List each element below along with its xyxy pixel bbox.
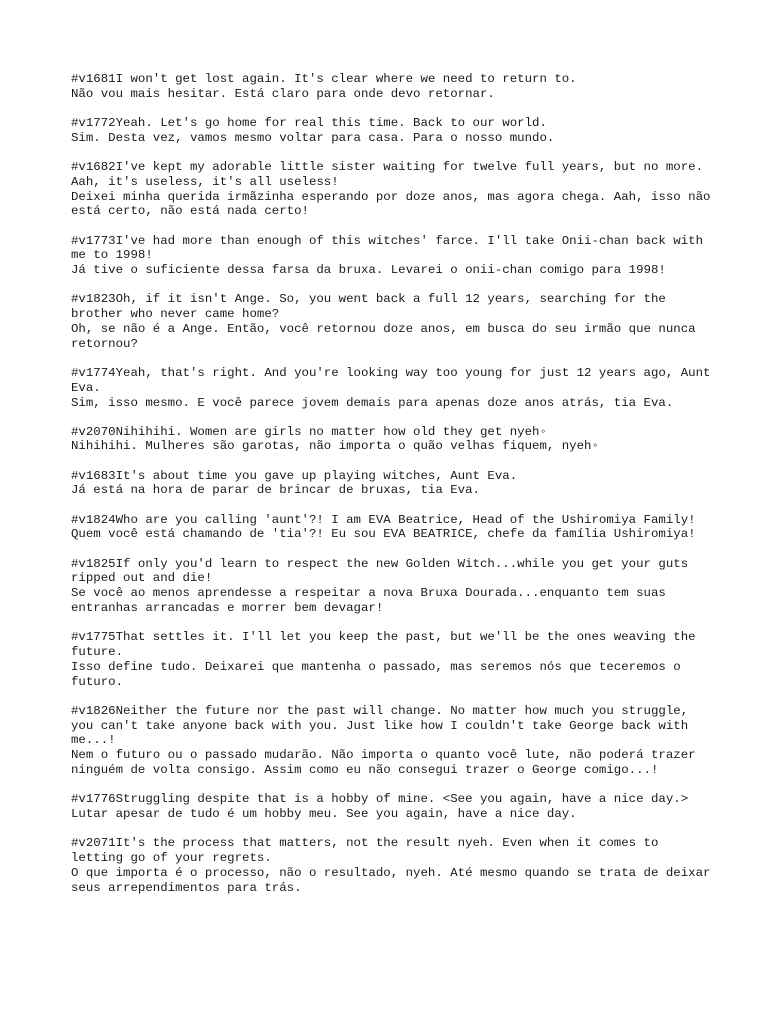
portuguese-line: Deixei minha querida irmãzinha esperando por doze anos, mas agora chega. Aah, isso não está certo, não está nada certo!	[71, 189, 718, 219]
dialogue-entry	[71, 234, 711, 278]
dialogue-entry	[71, 72, 711, 102]
portuguese-line: Nem o futuro ou o passado mudarão. Não importa o quanto você lute, não poderá trazer ninguém de volta consigo. Assim como eu não consegui trazer o George comigo...!	[71, 748, 704, 777]
portuguese-line: Oh, se não é a Ange. Então, você retornou doze anos, em busca do seu irmão que nunca retornou?	[71, 321, 704, 351]
english-line: #v1823Oh, if it isn't Ange. So, you went back a full 12 years, searching for the brother who never came home?	[71, 292, 674, 322]
english-line: #v1682I've kept my adorable little sister waiting for twelve full years, but no more. Aah, it's useless, it's all useless!	[71, 159, 711, 189]
portuguese-line: Se você ao menos aprendesse a respeitar a nova Bruxa Dourada...enquanto tem suas entranhas arrancadas e morrer bem devagar!	[71, 586, 674, 616]
portuguese-line: Isso define tudo. Deixarei que mantenha o passado, mas seremos nós que teceremos o futuro.	[71, 659, 689, 689]
english-line: #v2071It's the process that matters, not the result nyeh. Even when it comes to letting go of your regrets.	[71, 836, 666, 865]
english-line: #v1776Struggling despite that is a hobby of mine. <See you again, have a nice day.>	[71, 792, 689, 807]
dialogue-entry	[71, 557, 711, 616]
portuguese-line: Não vou mais hesitar. Está claro para onde devo retornar.	[71, 86, 495, 101]
dialogue-entry	[71, 469, 711, 499]
english-line: #v1774Yeah, that's right. And you're looking way too young for just 12 years ago, Aunt Eva.	[71, 365, 718, 395]
english-line: #v1824Who are you calling 'aunt'?! I am EVA Beatrice, Head of the Ushiromiya Family!	[71, 512, 696, 527]
portuguese-line: Já tive o suficiente dessa farsa da bruxa. Levarei o onii-chan comigo para 1998!	[71, 263, 666, 278]
portuguese-line: Lutar apesar de tudo é um hobby meu. See you again, have a nice day.	[71, 806, 577, 821]
english-line: #v1825If only you'd learn to respect the new Golden Witch...while you get your guts ripped out and die!	[71, 556, 696, 586]
english-line: #v1773I've had more than enough of this witches' farce. I'll take Onii-chan back with me to 1998!	[71, 233, 711, 263]
dialogue-entry	[71, 704, 711, 778]
english-line: #v1775That settles it. I'll let you keep the past, but we'll be the ones weaving the future.	[71, 630, 704, 660]
portuguese-line: Nihihihi. Mulheres são garotas, não importa o quão velhas fiquem, nyeh◦	[71, 439, 599, 454]
dialogue-entry	[71, 513, 711, 543]
dialogue-entry	[71, 365, 718, 410]
portuguese-line: Sim. Desta vez, vamos mesmo voltar para casa. Para o nosso mundo.	[71, 130, 555, 145]
english-line: #v1683It's about time you gave up playing witches, Aunt Eva.	[71, 468, 518, 483]
dialogue-entry	[71, 159, 718, 219]
dialogue-entry	[71, 292, 711, 351]
dialogue-entry	[71, 836, 718, 895]
dialogue-entry	[71, 425, 711, 455]
english-line: #v2070Nihihihi. Women are girls no matter how old they get nyeh◦	[71, 424, 547, 439]
dialogue-entry	[71, 116, 711, 146]
portuguese-line: O que importa é o processo, não o resultado, nyeh. Até mesmo quando se trata de deixar seus arrependimentos para trás.	[71, 865, 718, 895]
portuguese-line: Quem você está chamando de 'tia'?! Eu sou EVA BEATRICE, chefe da família Ushiromiya!	[71, 527, 696, 542]
document-page	[71, 72, 718, 910]
english-line: #v1772Yeah. Let's go home for real this time. Back to our world.	[71, 115, 547, 130]
dialogue-entry	[71, 792, 711, 822]
dialogue-entry	[71, 630, 711, 689]
portuguese-line: Sim, isso mesmo. E você parece jovem demais para apenas doze anos atrás, tia Eva.	[71, 395, 674, 410]
english-line: #v1681I won't get lost again. It's clear where we need to return to.	[71, 72, 577, 86]
english-line: #v1826Neither the future nor the past will change. No matter how much you struggle, you can't take anyone back with you. Just like how I couldn't take George back with me...!	[71, 703, 696, 748]
portuguese-line: Já está na hora de parar de brincar de bruxas, tia Eva.	[71, 483, 480, 498]
